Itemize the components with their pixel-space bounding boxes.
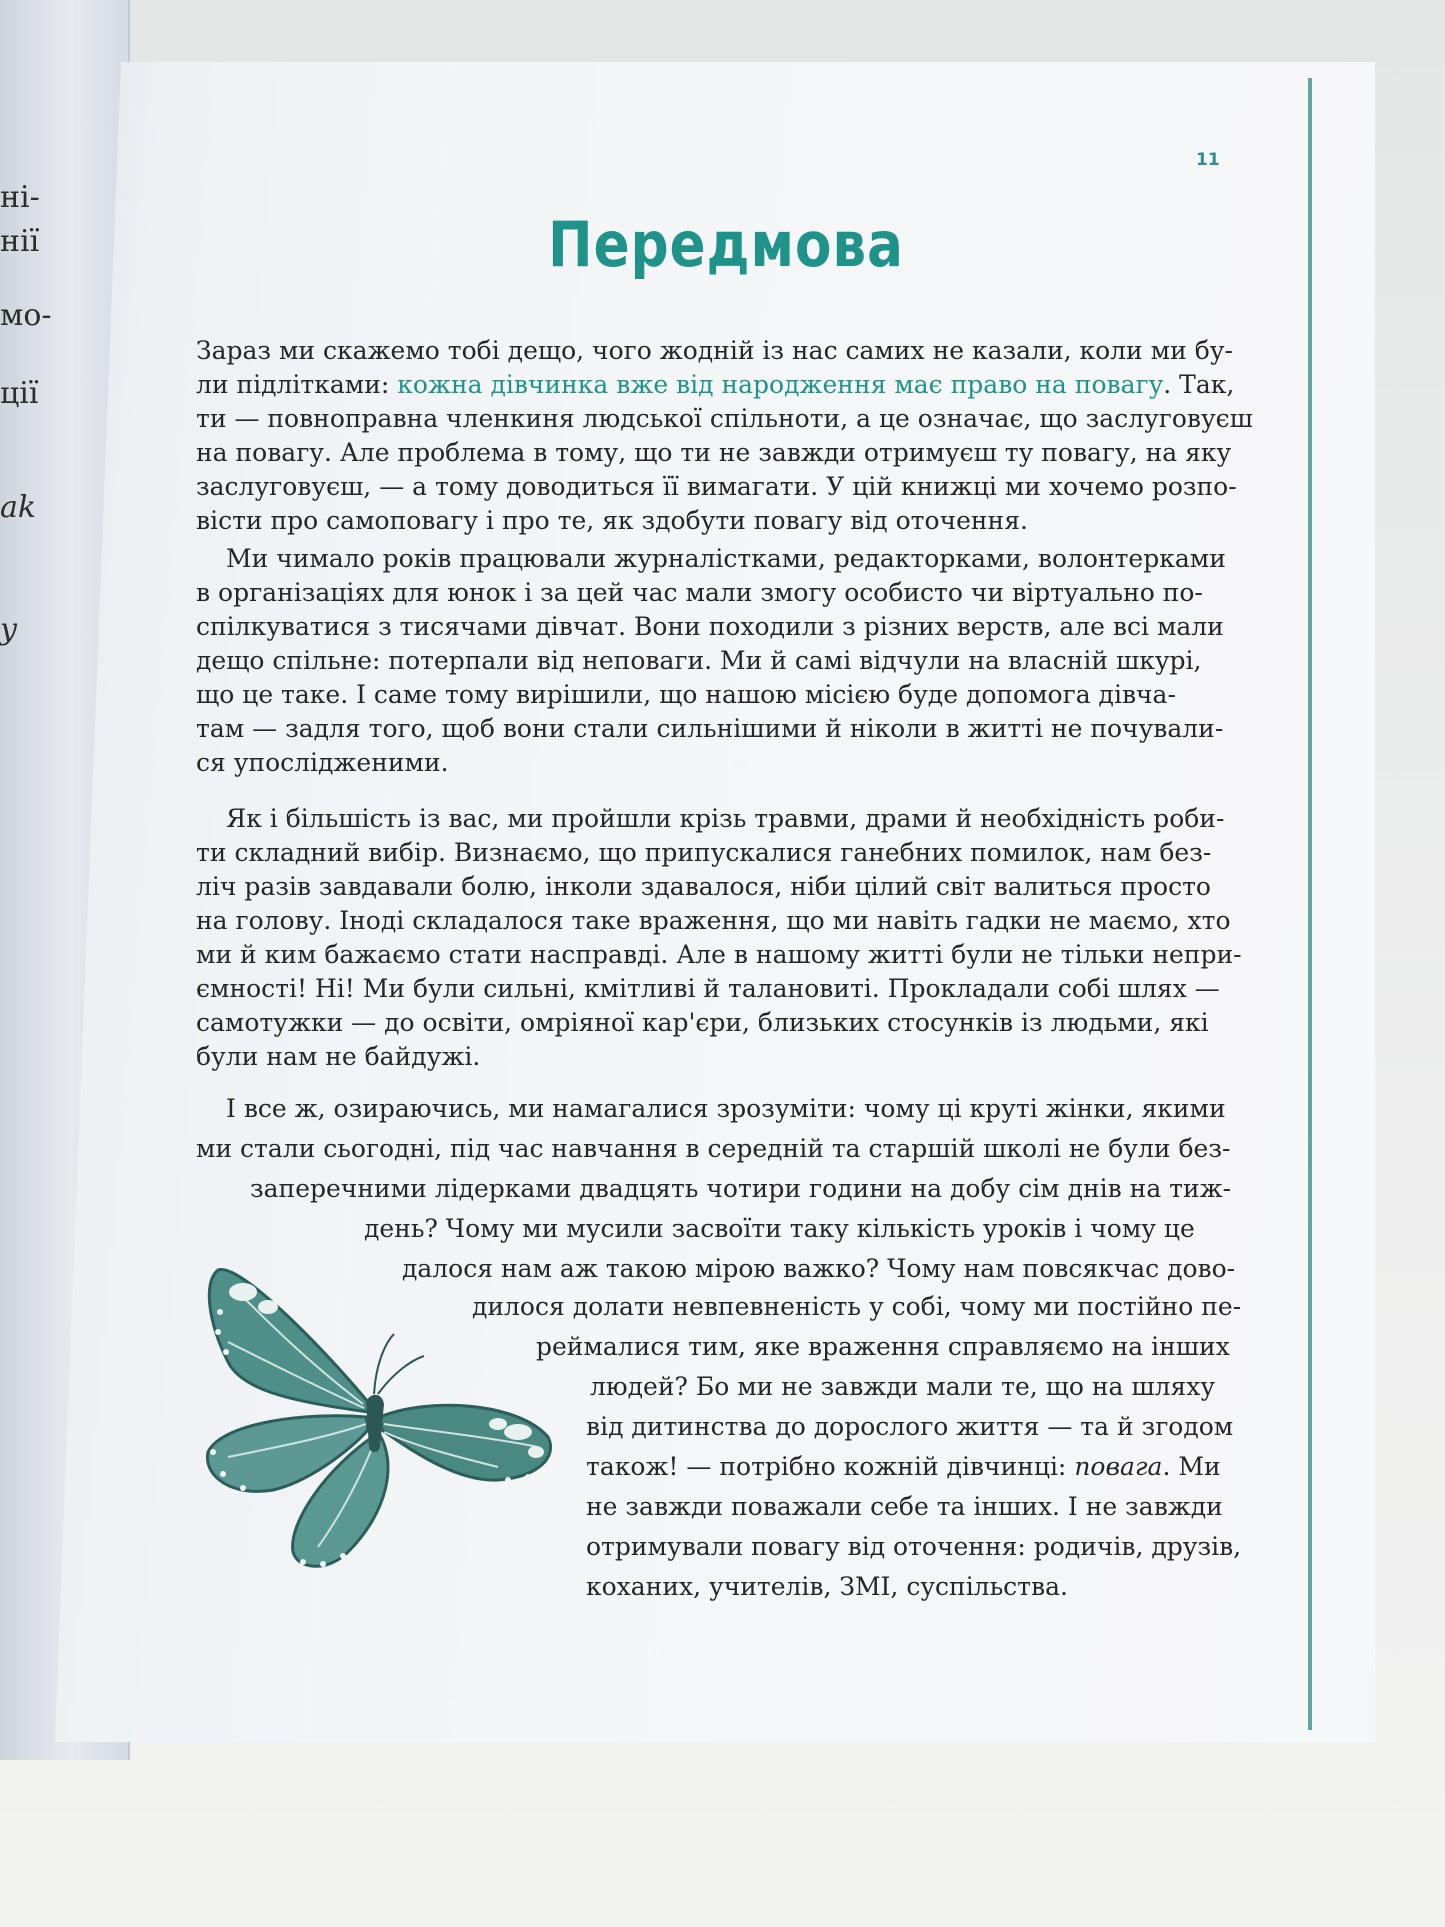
text-line: самотужки — до освіти, омріяної кар'єри, близьких стосунків із людьми, які bbox=[196, 1008, 1209, 1037]
text-line: коханих, учителів, ЗМІ, суспільства. bbox=[586, 1572, 1068, 1601]
text-line: були нам не байдужі. bbox=[196, 1042, 481, 1071]
prev-page-fragment: нії bbox=[0, 224, 40, 259]
text-line: людей? Бо ми не завжди мали те, що на шляху bbox=[590, 1372, 1216, 1401]
text-line: не завжди поважали себе та інших. І не завжди bbox=[586, 1492, 1223, 1521]
text-line: заслуговуєш, — а тому доводиться її вимагати. У цій книжці ми хочемо розпо- bbox=[196, 472, 1237, 501]
prev-page-fragment: мо- bbox=[0, 298, 52, 333]
prev-page-fragment: у bbox=[0, 612, 18, 647]
text-line: отримували повагу від оточення: родичів, друзів, bbox=[586, 1532, 1242, 1561]
text-line: далося нам аж такою мірою важко? Чому нам повсякчас дово- bbox=[402, 1254, 1236, 1283]
text-line: на голову. Іноді складалося таке враження, що ми навіть гадки не маємо, хто bbox=[196, 906, 1231, 935]
text-line: вісти про самоповагу і про те, як здобути повагу від оточення. bbox=[196, 506, 1028, 535]
text-line: там — задля того, щоб вони стали сильнішими й ніколи в житті не почували- bbox=[196, 714, 1224, 743]
chapter-title: Передмова bbox=[548, 208, 904, 281]
text-line: також! — потрібно кожній дівчинці: повага. Ми bbox=[586, 1452, 1221, 1481]
text-line: Як і більшість із вас, ми пройшли крізь травми, драми й необхідність роби- bbox=[226, 804, 1225, 833]
text-line: ти — повноправна членкиня людської спільноти, а це означає, що заслуговуєш bbox=[196, 404, 1253, 433]
butterfly-illustration bbox=[198, 1252, 560, 1582]
text-line: Зараз ми скажемо тобі дещо, чого жодній із нас самих не казали, коли ми бу- bbox=[196, 336, 1233, 365]
text-line: ємності! Ні! Ми були сильні, кмітливі й талановиті. Прокладали собі шлях — bbox=[196, 974, 1220, 1003]
text-line: ліч разів завдавали болю, інколи здавалося, ніби цілий світ валиться просто bbox=[196, 872, 1211, 901]
text-line: від дитинства до дорослого життя — та й згодом bbox=[586, 1412, 1234, 1441]
text-line: ти складний вибір. Визнаємо, що припускалися ганебних помилок, нам без- bbox=[196, 838, 1212, 867]
text-line: ми й ким бажаємо стати насправді. Але в нашому житті були не тільки непри- bbox=[196, 940, 1242, 969]
text-line: на повагу. Але проблема в тому, що ти не завжди отримуєш ту повагу, на яку bbox=[196, 438, 1232, 467]
page-edge bbox=[1308, 78, 1312, 1730]
text-line: заперечними лідерками двадцять чотири години на добу сім днів на тиж- bbox=[250, 1174, 1232, 1203]
highlighted-phrase: кожна дівчинка вже від народження має право на повагу bbox=[397, 370, 1164, 399]
prev-page-fragment: ції bbox=[0, 376, 39, 411]
text-line: реймалися тим, яке враження справляємо на інших bbox=[536, 1332, 1230, 1361]
text-line: ли підлітками: кожна дівчинка вже від народження має право на повагу. Так, bbox=[196, 370, 1235, 399]
text-line: ся упослідженими. bbox=[196, 748, 449, 777]
text-line: в організаціях для юнок і за цей час мали змогу особисто чи віртуально по- bbox=[196, 578, 1203, 607]
prev-page-fragment: ak bbox=[0, 490, 37, 525]
text-line: ми стали сьогодні, під час навчання в середній та старшій школі не були без- bbox=[196, 1134, 1231, 1163]
text-line: спілкуватися з тисячами дівчат. Вони походили з різних верств, але всі мали bbox=[196, 612, 1224, 641]
text-line: дилося долати невпевненість у собі, чому ми постійно пе- bbox=[472, 1292, 1242, 1321]
text-line: Ми чимало років працювали журналістками, редакторками, волонтерками bbox=[226, 544, 1226, 573]
page-number: 11 bbox=[1196, 150, 1220, 170]
text-line: що це таке. І саме тому вирішили, що нашою місією буде допомога дівча- bbox=[196, 680, 1176, 709]
text-line: І все ж, озираючись, ми намагалися зрозуміти: чому ці круті жінки, якими bbox=[226, 1094, 1226, 1123]
text-line: дещо спільне: потерпали від неповаги. Ми й самі відчули на власній шкурі, bbox=[196, 646, 1202, 675]
prev-page-fragment: ні- bbox=[0, 180, 40, 215]
text-line: день? Чому ми мусили засвоїти таку кількість уроків і чому це bbox=[364, 1214, 1195, 1243]
italic-word: повага bbox=[1074, 1452, 1163, 1481]
